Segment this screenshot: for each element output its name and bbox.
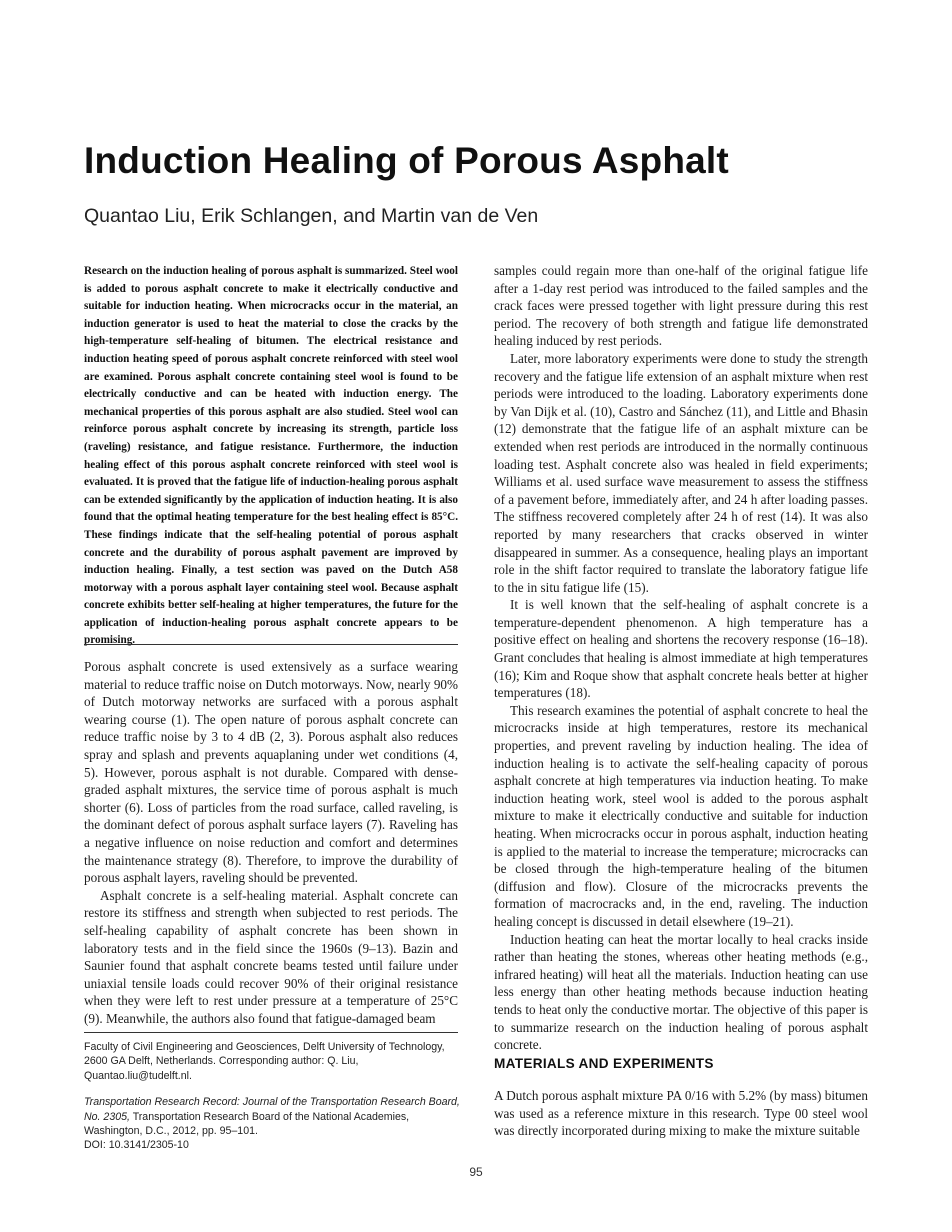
right-paragraph-6: A Dutch porous asphalt mixture PA 0/16 with 5.2% (by mass) bitumen was used as a reference mixture in this research. Type 00 steel wool was directly incorporated during mixing to make the mixture suitable [494,1088,868,1139]
abstract: Research on the induction healing of porous asphalt is summarized. Steel wool is added to porous asphalt concrete to make it electrically conductive and suitable for induction heating. When microcracks occur in the material, an induction generator is used to heat the material to close the cracks by the high-temperature self-healing of bitumen. The electrical resistance and induction heating speed of porous asphalt concrete reinforced with steel wool are examined. Porous asphalt concrete containing steel wool is found to be electrically conductive and can be heated with induction energy. The mechanical properties of this porous asphalt are also studied. Steel wool can reinforce porous asphalt concrete by increasing its strength, particle loss (raveling) resistance, and fatigue resistance. Furthermore, the induction healing effect of this porous asphalt concrete reinforced with steel wool is evaluated. It is proved that the fatigue life of induction-healing porous asphalt can be extended significantly by the application of induction heating. It is also found that the optimal heating temperature for the best healing effect is 85°C. These findings indicate that the self-healing potential of porous asphalt concrete and the durability of porous asphalt pavement are improved by induction healing. Finally, a test section was paved on the Dutch A58 motorway with a porous asphalt layer containing steel wool. Because asphalt concrete exhibits better self-healing at higher temperatures, the future for the application of induction-healing porous asphalt concrete appears to be promising. [84,265,458,647]
footnote-doi: DOI: 10.3141/2305-10 [84,1139,189,1152]
footnote-publisher: Transportation Research Board of the National Academies, Washington, D.C., 2012, pp. 95–101. [84,1110,410,1138]
article-authors: Quantao Liu, Erik Schlangen, and Martin van de Ven [84,205,539,227]
right-column-section-body [494,1087,868,1140]
footnote-citation [84,1095,464,1138]
right-column-body [494,262,868,1054]
left-column-body [84,658,458,1027]
left-paragraph-1: Porous asphalt concrete is used extensively as a surface wearing material to reduce traffic noise on Dutch motorways. Now, nearly 90% of Dutch motorway networks are surfaced with a porous asphalt wearing course (1). The open nature of porous asphalt concrete can reduce traffic noise by 3 to 4 dB (2, 3). Porous asphalt also reduces spray and splash and prevents aquaplaning under wet conditions (4, 5). However, porous asphalt is not durable. Compared with dense-graded asphalt mixtures, the service time of porous asphalt is much shorter (6). Loss of particles from the road surface, called raveling, is the dominant defect of porous asphalt surface layers (7). Raveling has a negative influence on noise reduction and comfort and determines the maintenance strategy (8). Therefore, to improve the durability of porous asphalt layers, raveling should be prevented. [84,659,458,886]
article-title: Induction Healing of Porous Asphalt [84,140,729,181]
right-paragraph-3: It is well known that the self-healing of asphalt concrete is a temperature-dependent phenomenon. A high temperature has a positive effect on healing and shortens the recovery response (16–18). Grant concludes that healing is almost immediate at high temperatures (16); Kim and Roque show that asphalt concrete heals better at higher temperatures (18). [494,597,868,701]
page-number: 95 [469,1165,483,1179]
left-paragraph-2: Asphalt concrete is a self-healing material. Asphalt concrete can restore its stiffness and strength when subjected to rest periods. The self-healing capability of asphalt concrete has been shown in laboratory tests and in the field since the 1960s (9–13). Bazin and Saunier found that asphalt concrete beams tested until failure under uniaxial tensile loads could recover 90% of their original resistance when they were left to rest under pressure at a temperature of 25°C (9). Meanwhile, the authors also found that fatigue-damaged beam [84,887,458,1026]
footnote [84,1040,464,1153]
right-paragraph-4: This research examines the potential of asphalt concrete to heal the microcracks inside at high temperatures, restore its mechanical properties, and prevent raveling by induction healing. The idea of induction healing is to activate the self-healing capacity of porous asphalt concrete at high temperatures via induction heating. To make induction heating work, steel wool is added to the porous asphalt mixture to make it electrically conductive and suitable for induction heating. When microcracks occur in porous asphalt, induction heating is applied to the material to increase the temperature; microcracks can be closed through the high-temperature healing of the bitumen (diffusion and flow). Closure of the microcracks prevents the formation of macrocracks and, in the end, raveling. The induction healing concept is discussed in detail elsewhere (19–21). [494,702,868,929]
footnote-affiliation: Faculty of Civil Engineering and Geosciences, Delft University of Technology, 2600 GA Delft, Netherlands. Corresponding author: Q. Liu, Quantao.liu@tudelft.nl. [84,1041,445,1082]
footnote-journal: Transportation Research Record: Journal of the Transportation Research Board, No. 2305, [84,1096,460,1123]
footnote-divider [84,1032,458,1033]
right-paragraph-5: Induction heating can heat the mortar locally to heal cracks inside rather than heating the stones, whereas other heating methods (e.g., infrared heating) will heat all the materials. Induction heating can use less energy than other heating methods because induction heating tends to heat only the conductive mortar. The objective of this paper is to summarize research on the induction healing of porous asphalt concrete. [494,931,868,1053]
right-paragraph-1: samples could regain more than one-half of the original fatigue life after a 1-day rest period was introduced to the failed samples and the crack faces were pressed together with light pressure during this rest period. The recovery of both strength and fatigue life demonstrated healing induced by rest periods. [494,263,868,349]
abstract-divider [84,644,458,645]
right-paragraph-2: Later, more laboratory experiments were done to study the strength recovery and the fatigue life extension of an asphalt mixture when rest periods were introduced to the loading. Laboratory experiments done by Van Dijk et al. (10), Castro and Sánchez (11), and Little and Bhasin (12) demonstrate that the fatigue life of an asphalt mixture can be extended when rest periods are introduced in the normally continuous loading test. Asphalt concrete also was healed in field experiments; Williams et al. used surface wave measurement to assess the stiffness of a pavement before, immediately after, and 24 h after loading passes. The stiffness recovered completely after 24 h of rest (14). It was also reported by many researchers that cracks observed in winter disappeared in summer. As a consequence, healing plays an important role in the shift factor required to translate the laboratory fatigue life to the in situ fatigue life (15). [494,350,868,595]
section-heading-materials: MATERIALS AND EXPERIMENTS [494,1056,714,1071]
